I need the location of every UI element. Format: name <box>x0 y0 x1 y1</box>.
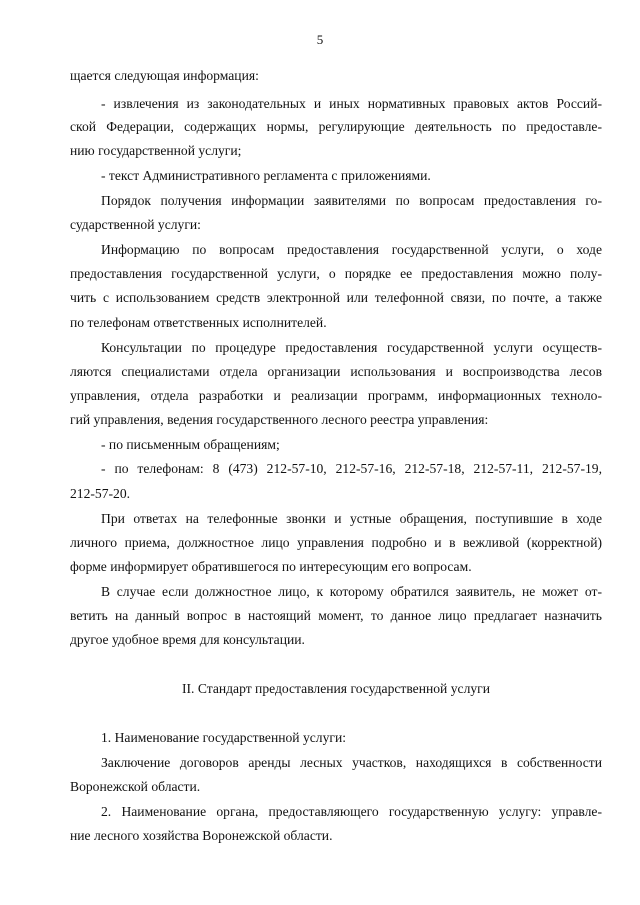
text-line: - извлечения из законодательных и иных нормативных правовых актов Россий- <box>101 96 602 111</box>
section-heading: II. Стандарт предоставления государственной услуги <box>181 681 490 696</box>
text-line: нию государственной услуги; <box>70 143 242 158</box>
text-line: Консультации по процедуре предоставления государственной услуги осуществ- <box>101 340 602 355</box>
text-line: щается следующая информация: <box>70 68 259 83</box>
text-line: Информацию по вопросам предоставления государственной услуги, о ходе <box>101 242 602 257</box>
text-line: чить с использованием средств электронной или телефонной связи, по почте, а также <box>70 290 602 305</box>
text-line: - по письменным обращениям; <box>101 437 280 452</box>
text-line: 212-57-20. <box>70 486 131 501</box>
text-line: Заключение договоров аренды лесных участков, находящихся в собственности <box>101 755 602 770</box>
text-line: - текст Административного регламента с приложениями. <box>101 168 431 183</box>
text-line: гий управления, ведения государственного лесного реестра управления: <box>70 412 489 427</box>
text-line: В случае если должностное лицо, к которому обратился заявитель, не может от- <box>101 584 602 599</box>
text-line: по телефонам ответственных исполнителей. <box>70 315 327 330</box>
text-line: Воронежской области. <box>70 779 201 794</box>
text-line: При ответах на телефонные звонки и устные обращения, поступившие в ходе <box>101 511 602 526</box>
text-line: ветить на данный вопрос в настоящий момент, то данное лицо предлагает назначить <box>70 608 602 623</box>
text-line: Порядок получения информации заявителями по вопросам предоставления го- <box>101 193 602 208</box>
text-line: 2. Наименование органа, предоставляющего государственную услугу: управле- <box>101 804 602 819</box>
text-line: ляются специалистами отдела организации использования и воспроизводства лесов <box>70 364 602 379</box>
text-line: личного приема, должностное лицо управления подробно и в вежливой (корректной) <box>70 535 602 550</box>
text-line: предоставления государственной услуги, о порядке ее предоставления можно полу- <box>70 266 602 281</box>
text-line: форме информирует обратившегося по интересующим его вопросам. <box>70 559 472 574</box>
text-line: ние лесного хозяйства Воронежской области. <box>70 828 333 843</box>
text-line: 1. Наименование государственной услуги: <box>101 730 346 745</box>
page-number: 5 <box>316 32 324 47</box>
text-line: управления, отдела разработки и реализации программ, информационных техноло- <box>70 388 602 403</box>
text-line: - по телефонам: 8 (473) 212-57-10, 212-57-16, 212-57-18, 212-57-11, 212-57-19, <box>101 461 602 476</box>
text-line: другое удобное время для консультации. <box>70 632 305 647</box>
text-line: ской Федерации, содержащих нормы, регулирующие деятельность по предоставле- <box>70 119 602 134</box>
text-line: сударственной услуги: <box>70 217 201 232</box>
